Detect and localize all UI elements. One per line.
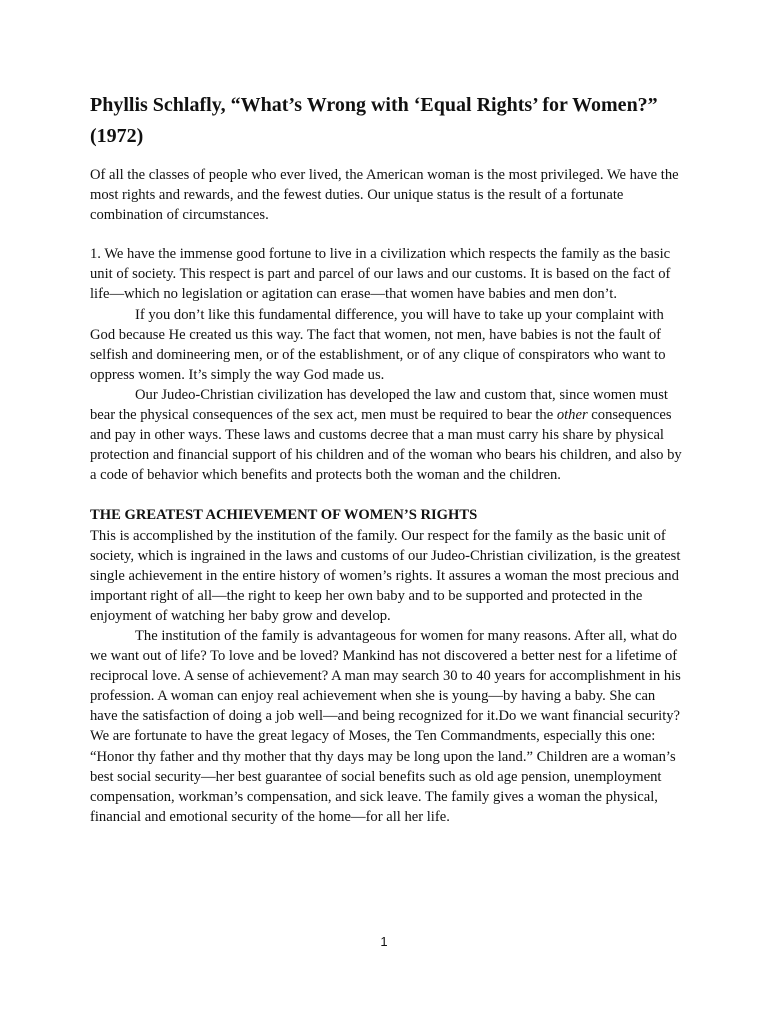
judeo-text-end: consequences and pay in other ways. These laws and customs decree that a man must carry his share by physical protection and financial support of his children and of the woman who bears his children, and also by a code of behavior which benefits and protects both the woman and the children. <box>90 407 682 484</box>
judeo-text-start: Our Judeo-Christian civilization has developed the law and custom that, since women must bear the physical consequences of the sex act, men must be required to bear the <box>90 386 668 424</box>
document-body <box>90 90 682 827</box>
section-heading: THE GREATEST ACHIEVEMENT OF WOMEN’S RIGHTS <box>90 507 478 524</box>
institution-paragraph: This is accomplished by the institution of the family. Our respect for the family as the basic unit of society, which is ingrained in the laws and customs of our Judeo-Christian civilization, is the greatest single achievement in the entire history of women’s rights. It assures a woman the most precious and important right of all—the right to keep her own baby and to be supported and protected in the enjoyment of watching her baby grow and develop. <box>90 527 681 624</box>
difference-paragraph: If you don’t like this fundamental difference, you will have to take up your complaint with God because He created us this way. The fact that women, not men, have babies is not the fault of selfish and domineering men, or of the establishment, or of any clique of conspirators who want to oppress women. It’s simply the way God made us. <box>90 306 666 383</box>
point-one-paragraph: 1. We have the immense good fortune to live in a civilization which respects the family as the basic unit of society. This respect is part and parcel of our laws and our customs. It is based on the fact of life—which no legislation or agitation can erase—that women have babies and men don’t. <box>90 246 671 303</box>
advantageous-paragraph: The institution of the family is advantageous for women for many reasons. After all, what do we want out of life? To love and be loved? Mankind has not discovered a better nest for a lifetime of reciprocal love. A sense of achievement? A man may search 30 to 40 years for accomplishment in his profession. A woman can enjoy real achievement when she is young—by having a baby. She can have the satisfaction of doing a job well—and being recognized for it.Do we want financial security? We are fortunate to have the great legacy of Moses, the Ten Commandments, especially this one: “Honor thy father and thy mother that thy days may be long upon the land.” Children are a woman’s best social security—her best guarantee of social benefits such as old age pension, unemployment compensation, workman’s compensation, and sick leave. The family gives a woman the physical, financial and emotional security of the home—for all her life. <box>90 627 681 825</box>
judeo-christian-paragraph <box>90 385 682 485</box>
document-title: Phyllis Schlafly, “What’s Wrong with ‘Equal Rights’ for Women?” (1972) <box>90 94 658 147</box>
emphasis-other: other <box>556 407 588 424</box>
page-number: 1 <box>380 934 388 949</box>
intro-paragraph: Of all the classes of people who ever lived, the American woman is the most privileged. We have the most rights and rewards, and the fewest duties. Our unique status is the result of a fortunate combination of circumstances. <box>90 167 679 224</box>
